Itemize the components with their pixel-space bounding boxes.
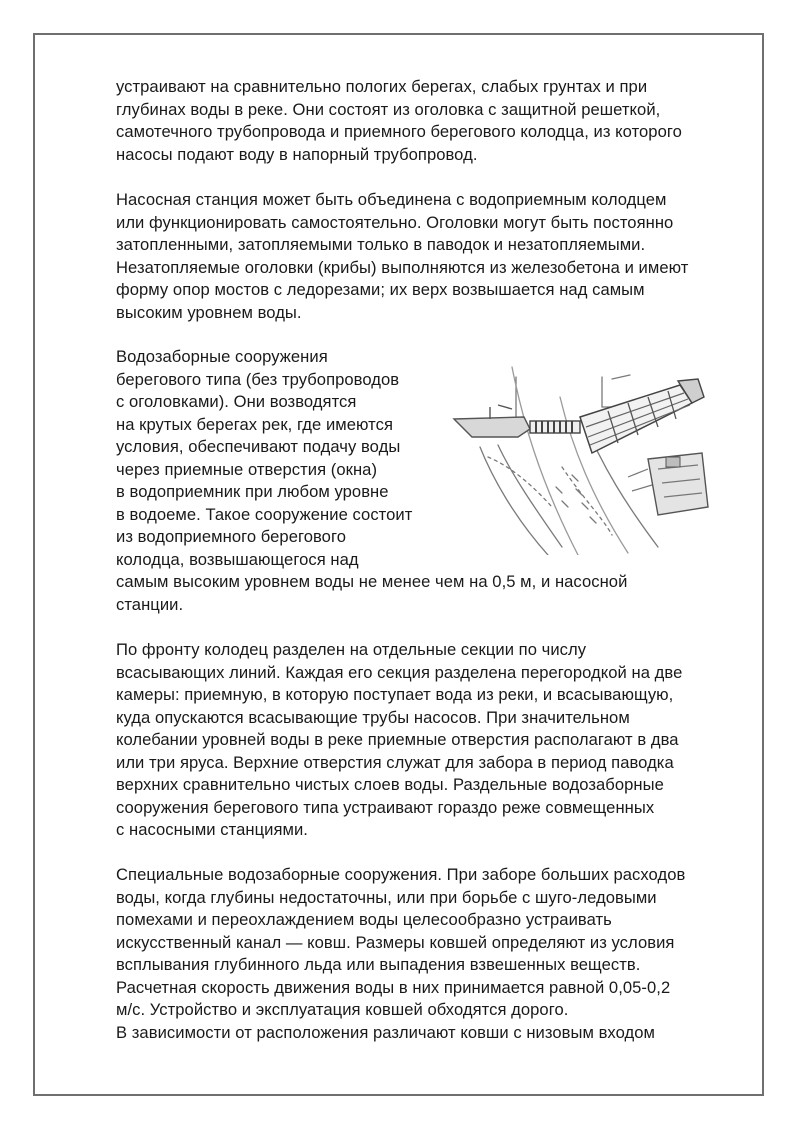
paragraph2-line5: форму опор мостов с ледорезами; их верх возвышается над самым bbox=[116, 280, 645, 299]
paragraph3-line11: самым высоким уровнем воды не менее чем на 0,5 м, и насосной bbox=[116, 572, 628, 591]
paragraph1-line3: самотечного трубопровода и приемного берегового колодца, из которого bbox=[116, 122, 682, 141]
paragraph3-line4: на крутых берегах рек, где имеются bbox=[116, 414, 394, 434]
paragraph3-line1: Водозаборные сооружения bbox=[116, 347, 328, 366]
paragraph3-line7: в водоприемник при любом уровне bbox=[116, 482, 389, 501]
paragraph1-line2: глубинах воды в реке. Они состоят из оголовка с защитной решеткой, bbox=[116, 99, 661, 119]
paragraph5-line6: Расчетная скорость движения воды в них принимается равной 0,05-0,2 bbox=[116, 977, 671, 997]
paragraph1-line1: устраивают на сравнительно пологих берегах, слабых грунтах и при bbox=[116, 77, 648, 96]
paragraph4-line6: или три яруса. Верхние отверстия служат для забора в период паводка bbox=[116, 752, 674, 772]
paragraph3-line3: с оголовками). Они возводятся bbox=[116, 392, 357, 411]
paragraph4-line7: верхних сравнительно чистых слоев воды. Раздельные водозаборные bbox=[116, 775, 664, 794]
paragraph5-line4: искусственный канал — ковш. Размеры ковшей определяют из условия bbox=[116, 932, 675, 952]
paragraph2-line2: или функционировать самостоятельно. Оголовки могут быть постоянно bbox=[116, 212, 674, 232]
paragraph5-line5: всплывания глубинного льда или выпадения взвешенных веществ. bbox=[116, 955, 641, 974]
water-intake-figure bbox=[452, 357, 714, 555]
paragraph5-line7: м/с. Устройство и эксплуатация ковшей обходятся дорого. bbox=[116, 1000, 569, 1019]
paragraph1-line4: насосы подают воду в напорный трубопровод. bbox=[116, 144, 478, 164]
paragraph5-line2: воды, когда глубины недостаточны, или при борьбе с шуго-ледовыми bbox=[116, 887, 657, 907]
paragraph3-line6: через приемные отверстия (окна) bbox=[116, 459, 378, 479]
paragraph2-line3: затопленными, затопляемыми только в паводок и незатопляемыми. bbox=[116, 235, 646, 254]
paragraph3-line2: берегового типа (без трубопроводов bbox=[116, 369, 400, 389]
paragraph5-line1: Специальные водозаборные сооружения. При заборе больших расходов bbox=[116, 865, 686, 884]
paragraph3-line8: в водоеме. Такое сооружение состоит bbox=[116, 504, 413, 524]
paragraph3-line9: из водоприемного берегового bbox=[116, 527, 346, 546]
water-intake-sketch-icon bbox=[452, 357, 714, 555]
paragraph4-line1: По фронту колодец разделен на отдельные секции по числу bbox=[116, 640, 587, 659]
paragraph4-line9: с насосными станциями. bbox=[116, 820, 308, 839]
paragraph2-line4: Незатопляемые оголовки (крибы) выполняются из железобетона и имеют bbox=[116, 257, 689, 277]
paragraph2-line6: высоким уровнем воды. bbox=[116, 302, 302, 322]
paragraph5-line8: В зависимости от расположения различают ковши с низовым входом bbox=[116, 1022, 655, 1042]
paragraph2-line1: Насосная станция может быть объединена с водоприемным колодцем bbox=[116, 190, 667, 209]
paragraph4-line3: камеры: приемную, в которую поступает вода из реки, и всасывающую, bbox=[116, 685, 674, 704]
paragraph4-line5: колебании уровней воды в реке приемные отверстия располагают в два bbox=[116, 730, 679, 749]
paragraph4-line2: всасывающих линий. Каждая его секция разделена перегородкой на две bbox=[116, 662, 683, 682]
paragraph3-line5: условия, обеспечивают подачу воды bbox=[116, 437, 401, 456]
paragraph4-line8: сооружения берегового типа устраивают гораздо реже совмещенных bbox=[116, 797, 655, 817]
paragraph3-line10: колодца, возвышающегося над bbox=[116, 549, 359, 569]
paragraph4-line4: куда опускаются всасывающие трубы насосов. При значительном bbox=[116, 707, 630, 727]
paragraph5-line3: помехами и переохлаждением воды целесообразно устраивать bbox=[116, 910, 612, 929]
paragraph3-line12: станции. bbox=[116, 594, 184, 614]
